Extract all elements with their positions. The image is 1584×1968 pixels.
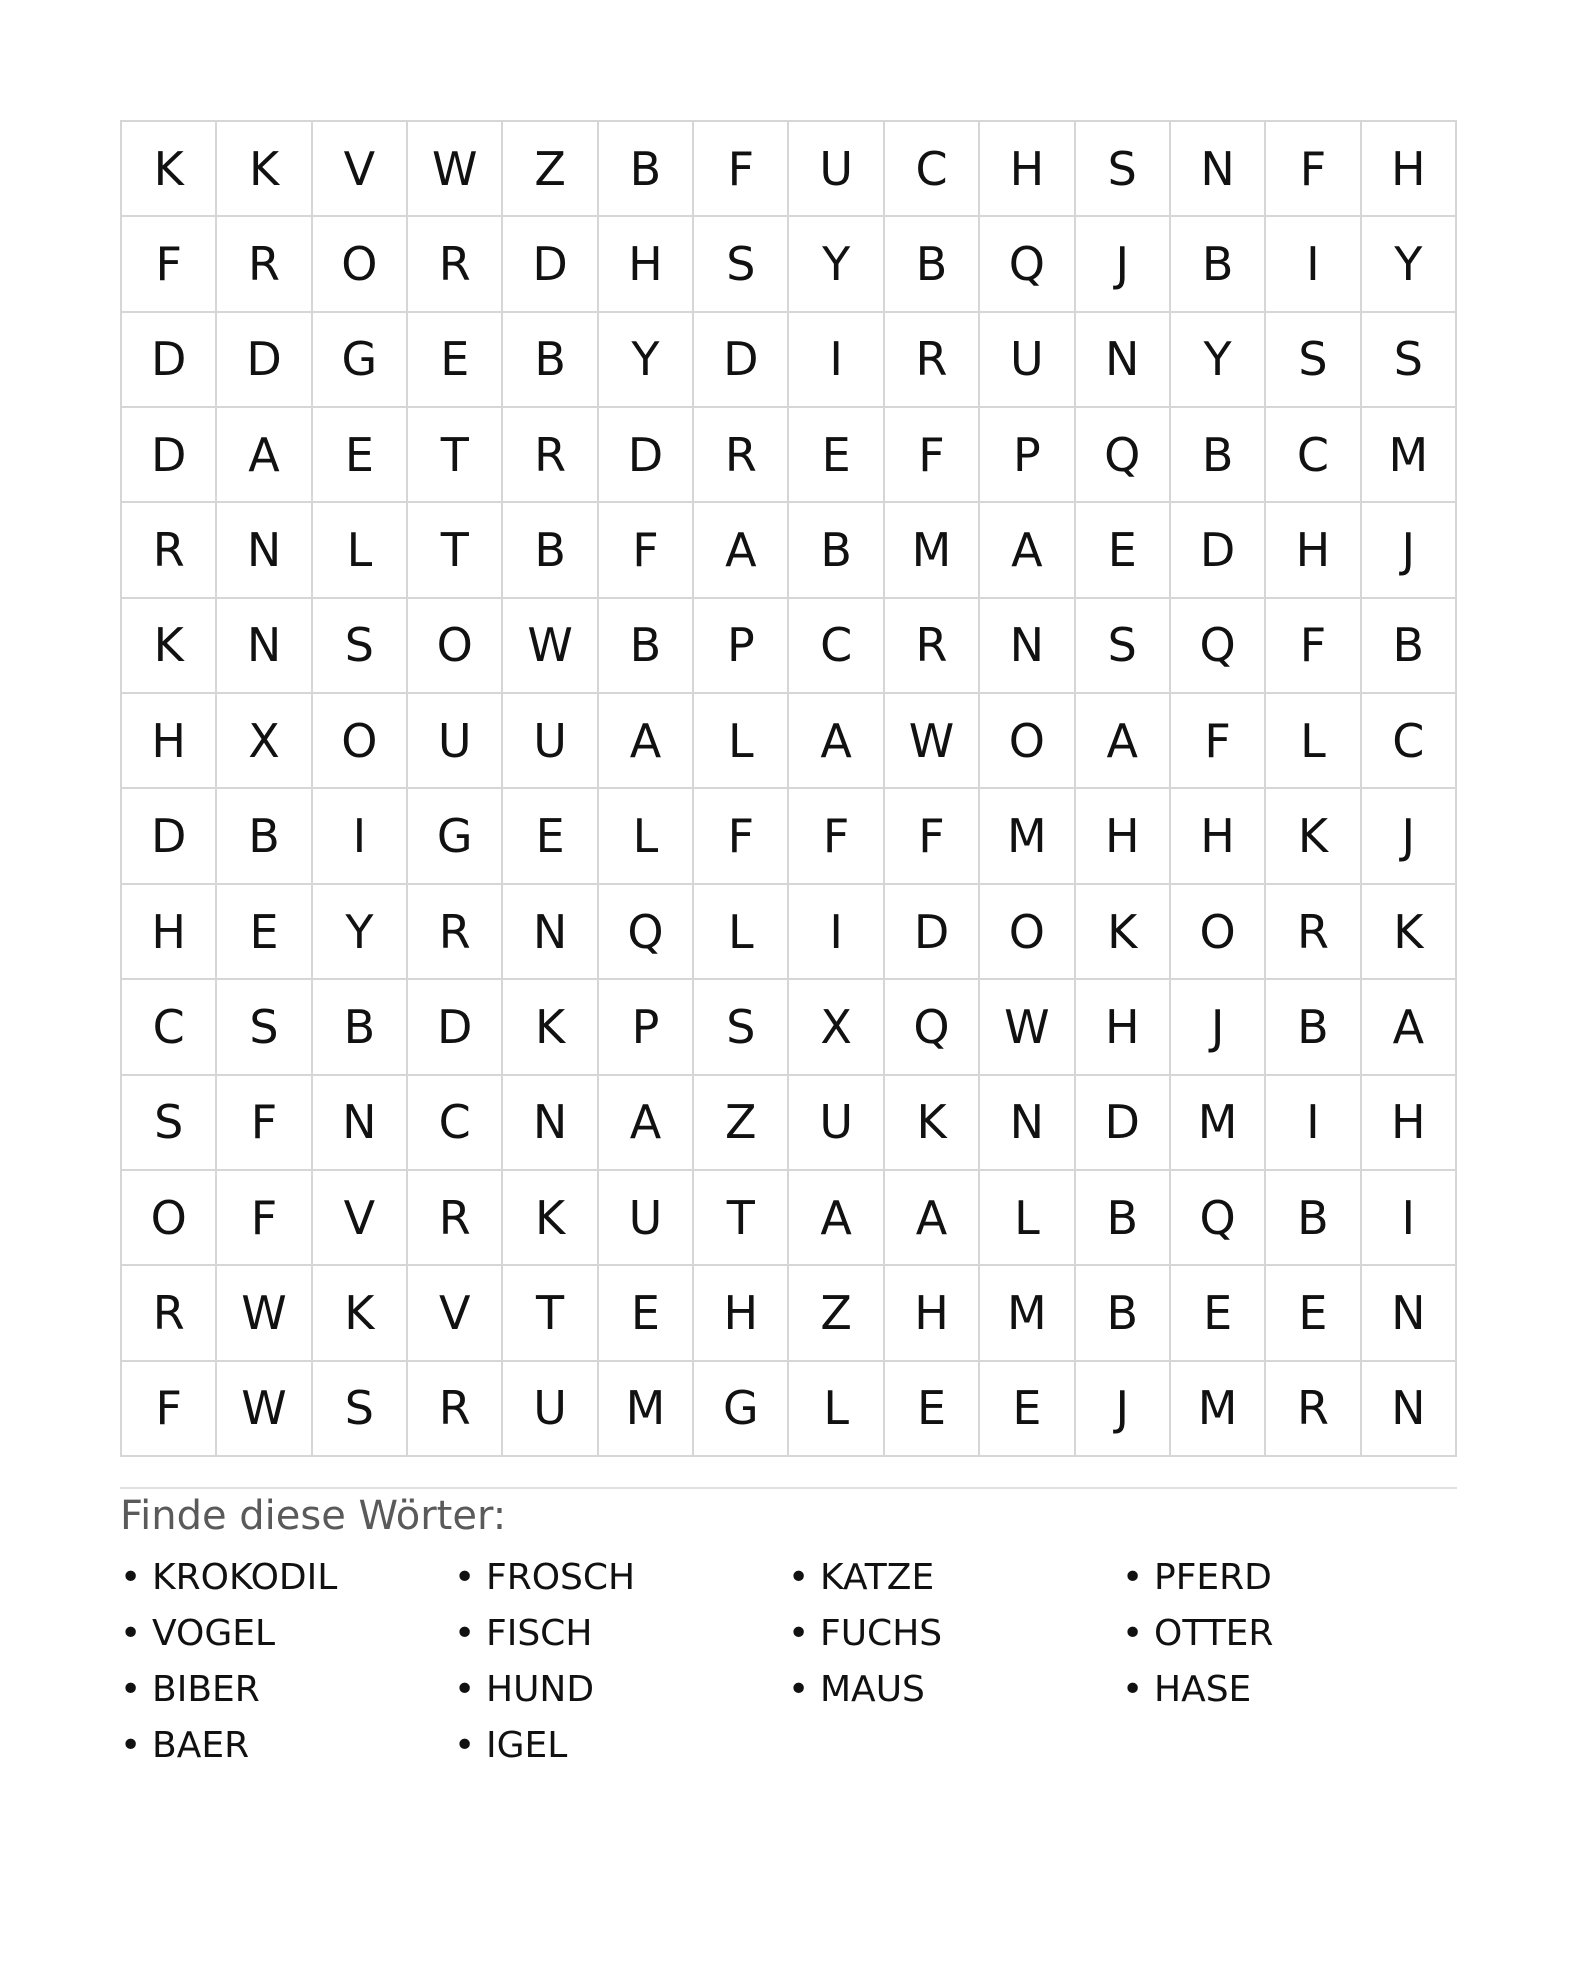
grid-cell-r1-c5[interactable]: Z [503, 122, 598, 217]
bullet-icon: • [788, 1669, 810, 1710]
grid-cell-r3-c3[interactable]: G [313, 313, 408, 408]
grid-cell-r11-c5[interactable]: N [503, 1076, 598, 1171]
bullet-icon: • [1122, 1669, 1144, 1710]
grid-cell-r6-c10[interactable]: N [980, 599, 1075, 694]
grid-cell-r2-c11[interactable]: J [1076, 217, 1171, 312]
grid-cell-r14-c14[interactable]: N [1362, 1362, 1457, 1457]
grid-cell-r13-c14[interactable]: N [1362, 1266, 1457, 1361]
word-item-pferd [1122, 1550, 1456, 1606]
grid-cell-r5-c8[interactable]: B [789, 503, 884, 598]
grid-cell-r7-c9[interactable]: W [885, 694, 980, 789]
word-item-vogel [120, 1606, 454, 1662]
grid-cell-r6-c13[interactable]: F [1266, 599, 1361, 694]
grid-cell-r9-c12[interactable]: O [1171, 885, 1266, 980]
grid-cell-r14-c3[interactable]: S [313, 1362, 408, 1457]
grid-cell-r12-c3[interactable]: V [313, 1171, 408, 1266]
grid-cell-r1-c12[interactable]: N [1171, 122, 1266, 217]
word-list-heading: Finde diese Wörter: [120, 1493, 507, 1539]
grid-cell-r6-c7[interactable]: P [694, 599, 789, 694]
grid-cell-r12-c7[interactable]: T [694, 1171, 789, 1266]
word-label: FUCHS [820, 1613, 943, 1654]
grid-cell-r14-c7[interactable]: G [694, 1362, 789, 1457]
grid-cell-r6-c5[interactable]: W [503, 599, 598, 694]
grid-cell-r2-c12[interactable]: B [1171, 217, 1266, 312]
grid-cell-r5-c14[interactable]: J [1362, 503, 1457, 598]
bullet-icon: • [120, 1669, 142, 1710]
grid-cell-r9-c9[interactable]: D [885, 885, 980, 980]
grid-cell-r13-c10[interactable]: M [980, 1266, 1075, 1361]
grid-cell-r1-c3[interactable]: V [313, 122, 408, 217]
word-label: FROSCH [486, 1557, 636, 1598]
grid-cell-r10-c11[interactable]: H [1076, 980, 1171, 1075]
grid-cell-r9-c1[interactable]: H [122, 885, 217, 980]
grid-cell-r9-c13[interactable]: R [1266, 885, 1361, 980]
grid-cell-r14-c5[interactable]: U [503, 1362, 598, 1457]
grid-cell-r6-c1[interactable]: K [122, 599, 217, 694]
word-search-grid [120, 120, 1457, 1457]
grid-cell-r4-c1[interactable]: D [122, 408, 217, 503]
bullet-icon: • [454, 1557, 476, 1598]
grid-cell-r8-c11[interactable]: H [1076, 789, 1171, 884]
word-item-maus [788, 1662, 1122, 1718]
word-label: MAUS [820, 1669, 925, 1710]
grid-cell-r1-c11[interactable]: S [1076, 122, 1171, 217]
word-item-fuchs [788, 1606, 1122, 1662]
grid-cell-r14-c10[interactable]: E [980, 1362, 1075, 1457]
grid-cell-r13-c4[interactable]: V [408, 1266, 503, 1361]
grid-cell-r2-c7[interactable]: S [694, 217, 789, 312]
grid-cell-r1-c9[interactable]: C [885, 122, 980, 217]
word-label: OTTER [1154, 1613, 1274, 1654]
grid-cell-r3-c8[interactable]: I [789, 313, 884, 408]
grid-cell-r13-c13[interactable]: E [1266, 1266, 1361, 1361]
grid-cell-r10-c10[interactable]: W [980, 980, 1075, 1075]
word-item-frosch [454, 1550, 788, 1606]
grid-cell-r5-c5[interactable]: B [503, 503, 598, 598]
grid-cell-r13-c3[interactable]: K [313, 1266, 408, 1361]
grid-cell-r14-c1[interactable]: F [122, 1362, 217, 1457]
grid-cell-r11-c3[interactable]: N [313, 1076, 408, 1171]
grid-cell-r12-c14[interactable]: I [1362, 1171, 1457, 1266]
word-label: PFERD [1154, 1557, 1272, 1598]
grid-cell-r2-c6[interactable]: H [599, 217, 694, 312]
bullet-icon: • [1122, 1613, 1144, 1654]
grid-cell-r9-c7[interactable]: L [694, 885, 789, 980]
word-label: BIBER [152, 1669, 260, 1710]
bullet-icon: • [120, 1613, 142, 1654]
bullet-icon: • [454, 1669, 476, 1710]
grid-cell-r8-c14[interactable]: J [1362, 789, 1457, 884]
grid-cell-r10-c3[interactable]: B [313, 980, 408, 1075]
grid-cell-r13-c9[interactable]: H [885, 1266, 980, 1361]
grid-cell-r14-c9[interactable]: E [885, 1362, 980, 1457]
grid-cell-r3-c10[interactable]: U [980, 313, 1075, 408]
grid-cell-r7-c5[interactable]: U [503, 694, 598, 789]
grid-cell-r12-c11[interactable]: B [1076, 1171, 1171, 1266]
grid-cell-r13-c5[interactable]: T [503, 1266, 598, 1361]
grid-cell-r6-c3[interactable]: S [313, 599, 408, 694]
grid-cell-r12-c9[interactable]: A [885, 1171, 980, 1266]
grid-cell-r8-c2[interactable]: B [217, 789, 312, 884]
word-label: VOGEL [152, 1613, 276, 1654]
grid-cell-r12-c4[interactable]: R [408, 1171, 503, 1266]
grid-cell-r6-c8[interactable]: C [789, 599, 884, 694]
grid-cell-r10-c14[interactable]: A [1362, 980, 1457, 1075]
grid-cell-r2-c13[interactable]: I [1266, 217, 1361, 312]
word-item-krokodil [120, 1550, 454, 1606]
grid-cell-r6-c12[interactable]: Q [1171, 599, 1266, 694]
grid-cell-r8-c10[interactable]: M [980, 789, 1075, 884]
grid-cell-r2-c1[interactable]: F [122, 217, 217, 312]
grid-cell-r6-c9[interactable]: R [885, 599, 980, 694]
grid-cell-r1-c1[interactable]: K [122, 122, 217, 217]
grid-cell-r9-c11[interactable]: K [1076, 885, 1171, 980]
grid-cell-r3-c9[interactable]: R [885, 313, 980, 408]
grid-cell-r10-c1[interactable]: C [122, 980, 217, 1075]
grid-cell-r5-c3[interactable]: L [313, 503, 408, 598]
grid-cell-r3-c13[interactable]: S [1266, 313, 1361, 408]
grid-cell-r9-c4[interactable]: R [408, 885, 503, 980]
grid-cell-r5-c10[interactable]: A [980, 503, 1075, 598]
grid-cell-r6-c14[interactable]: B [1362, 599, 1457, 694]
grid-cell-r14-c11[interactable]: J [1076, 1362, 1171, 1457]
grid-cell-r5-c9[interactable]: M [885, 503, 980, 598]
word-item-igel [454, 1718, 788, 1774]
grid-cell-r9-c5[interactable]: N [503, 885, 598, 980]
grid-cell-r4-c4[interactable]: T [408, 408, 503, 503]
grid-cell-r2-c8[interactable]: Y [789, 217, 884, 312]
grid-cell-r13-c2[interactable]: W [217, 1266, 312, 1361]
grid-cell-r3-c14[interactable]: S [1362, 313, 1457, 408]
word-label: KROKODIL [152, 1557, 338, 1598]
grid-cell-r1-c10[interactable]: H [980, 122, 1075, 217]
grid-cell-r11-c12[interactable]: M [1171, 1076, 1266, 1171]
word-item-hase [1122, 1662, 1456, 1718]
grid-cell-r12-c5[interactable]: K [503, 1171, 598, 1266]
grid-cell-r12-c6[interactable]: U [599, 1171, 694, 1266]
word-label: HASE [1154, 1669, 1252, 1710]
grid-cell-r8-c4[interactable]: G [408, 789, 503, 884]
word-list [120, 1550, 1457, 1774]
bullet-icon: • [1122, 1557, 1144, 1598]
grid-cell-r11-c7[interactable]: Z [694, 1076, 789, 1171]
grid-cell-r7-c6[interactable]: A [599, 694, 694, 789]
grid-cell-r12-c2[interactable]: F [217, 1171, 312, 1266]
grid-cell-r13-c12[interactable]: E [1171, 1266, 1266, 1361]
grid-cell-r6-c11[interactable]: S [1076, 599, 1171, 694]
grid-cell-r8-c8[interactable]: F [789, 789, 884, 884]
grid-cell-r9-c8[interactable]: I [789, 885, 884, 980]
grid-cell-r5-c12[interactable]: D [1171, 503, 1266, 598]
grid-cell-r2-c4[interactable]: R [408, 217, 503, 312]
grid-cell-r6-c4[interactable]: O [408, 599, 503, 694]
grid-cell-r7-c8[interactable]: A [789, 694, 884, 789]
grid-cell-r14-c12[interactable]: M [1171, 1362, 1266, 1457]
grid-cell-r7-c3[interactable]: O [313, 694, 408, 789]
bullet-icon: • [788, 1557, 810, 1598]
grid-cell-r13-c7[interactable]: H [694, 1266, 789, 1361]
grid-cell-r4-c3[interactable]: E [313, 408, 408, 503]
grid-cell-r11-c10[interactable]: N [980, 1076, 1075, 1171]
grid-cell-r4-c13[interactable]: C [1266, 408, 1361, 503]
grid-cell-r11-c4[interactable]: C [408, 1076, 503, 1171]
grid-cell-r4-c2[interactable]: A [217, 408, 312, 503]
grid-cell-r11-c13[interactable]: I [1266, 1076, 1361, 1171]
grid-cell-r10-c9[interactable]: Q [885, 980, 980, 1075]
grid-cell-r4-c8[interactable]: E [789, 408, 884, 503]
grid-cell-r11-c2[interactable]: F [217, 1076, 312, 1171]
grid-cell-r8-c1[interactable]: D [122, 789, 217, 884]
grid-cell-r10-c2[interactable]: S [217, 980, 312, 1075]
bullet-icon: • [120, 1557, 142, 1598]
grid-cell-r4-c11[interactable]: Q [1076, 408, 1171, 503]
grid-cell-r1-c6[interactable]: B [599, 122, 694, 217]
grid-cell-r8-c13[interactable]: K [1266, 789, 1361, 884]
grid-cell-r3-c5[interactable]: B [503, 313, 598, 408]
grid-cell-r10-c8[interactable]: X [789, 980, 884, 1075]
word-item-katze [788, 1550, 1122, 1606]
grid-cell-r11-c11[interactable]: D [1076, 1076, 1171, 1171]
grid-cell-r5-c7[interactable]: A [694, 503, 789, 598]
bullet-icon: • [454, 1613, 476, 1654]
grid-cell-r1-c4[interactable]: W [408, 122, 503, 217]
grid-cell-r9-c14[interactable]: K [1362, 885, 1457, 980]
grid-cell-r5-c2[interactable]: N [217, 503, 312, 598]
grid-cell-r3-c11[interactable]: N [1076, 313, 1171, 408]
grid-cell-r10-c6[interactable]: P [599, 980, 694, 1075]
grid-cell-r7-c14[interactable]: C [1362, 694, 1457, 789]
grid-cell-r8-c6[interactable]: L [599, 789, 694, 884]
grid-cell-r3-c1[interactable]: D [122, 313, 217, 408]
grid-cell-r11-c14[interactable]: H [1362, 1076, 1457, 1171]
word-label: KATZE [820, 1557, 935, 1598]
grid-cell-r7-c10[interactable]: O [980, 694, 1075, 789]
word-item-biber [120, 1662, 454, 1718]
grid-cell-r12-c12[interactable]: Q [1171, 1171, 1266, 1266]
grid-cell-r3-c7[interactable]: D [694, 313, 789, 408]
grid-cell-r14-c13[interactable]: R [1266, 1362, 1361, 1457]
grid-cell-r2-c14[interactable]: Y [1362, 217, 1457, 312]
grid-cell-r7-c12[interactable]: F [1171, 694, 1266, 789]
grid-cell-r1-c14[interactable]: H [1362, 122, 1457, 217]
word-item-fisch [454, 1606, 788, 1662]
grid-cell-r10-c5[interactable]: K [503, 980, 598, 1075]
grid-cell-r4-c5[interactable]: R [503, 408, 598, 503]
grid-cell-r8-c9[interactable]: F [885, 789, 980, 884]
word-item-otter [1122, 1606, 1456, 1662]
word-item-baer [120, 1718, 454, 1774]
grid-cell-r10-c13[interactable]: B [1266, 980, 1361, 1075]
grid-cell-r7-c11[interactable]: A [1076, 694, 1171, 789]
grid-cell-r1-c8[interactable]: U [789, 122, 884, 217]
grid-cell-r4-c7[interactable]: R [694, 408, 789, 503]
grid-cell-r9-c10[interactable]: O [980, 885, 1075, 980]
grid-cell-r4-c14[interactable]: M [1362, 408, 1457, 503]
grid-cell-r5-c11[interactable]: E [1076, 503, 1171, 598]
grid-cell-r5-c4[interactable]: T [408, 503, 503, 598]
grid-cell-r4-c10[interactable]: P [980, 408, 1075, 503]
grid-cell-r13-c11[interactable]: B [1076, 1266, 1171, 1361]
grid-cell-r13-c8[interactable]: Z [789, 1266, 884, 1361]
grid-cell-r1-c13[interactable]: F [1266, 122, 1361, 217]
grid-cell-r9-c6[interactable]: Q [599, 885, 694, 980]
grid-cell-r11-c6[interactable]: A [599, 1076, 694, 1171]
grid-cell-r9-c2[interactable]: E [217, 885, 312, 980]
grid-cell-r7-c13[interactable]: L [1266, 694, 1361, 789]
grid-cell-r12-c8[interactable]: A [789, 1171, 884, 1266]
word-label: HUND [486, 1669, 595, 1710]
grid-cell-r8-c12[interactable]: H [1171, 789, 1266, 884]
grid-cell-r9-c3[interactable]: Y [313, 885, 408, 980]
grid-cell-r14-c2[interactable]: W [217, 1362, 312, 1457]
grid-cell-r12-c13[interactable]: B [1266, 1171, 1361, 1266]
grid-cell-r13-c1[interactable]: R [122, 1266, 217, 1361]
grid-cell-r10-c12[interactable]: J [1171, 980, 1266, 1075]
grid-cell-r3-c12[interactable]: Y [1171, 313, 1266, 408]
grid-cell-r4-c6[interactable]: D [599, 408, 694, 503]
grid-cell-r10-c7[interactable]: S [694, 980, 789, 1075]
grid-cell-r7-c2[interactable]: X [217, 694, 312, 789]
bullet-icon: • [788, 1613, 810, 1654]
grid-cell-r14-c6[interactable]: M [599, 1362, 694, 1457]
grid-cell-r8-c5[interactable]: E [503, 789, 598, 884]
bullet-icon: • [454, 1725, 476, 1766]
grid-cell-r11-c8[interactable]: U [789, 1076, 884, 1171]
grid-cell-r5-c6[interactable]: F [599, 503, 694, 598]
grid-cell-r8-c7[interactable]: F [694, 789, 789, 884]
word-label: BAER [152, 1725, 250, 1766]
grid-cell-r6-c6[interactable]: B [599, 599, 694, 694]
grid-cell-r5-c13[interactable]: H [1266, 503, 1361, 598]
grid-cell-r4-c9[interactable]: F [885, 408, 980, 503]
grid-cell-r2-c9[interactable]: B [885, 217, 980, 312]
bullet-icon: • [120, 1725, 142, 1766]
grid-cell-r14-c8[interactable]: L [789, 1362, 884, 1457]
grid-cell-r2-c10[interactable]: Q [980, 217, 1075, 312]
grid-cell-r7-c1[interactable]: H [122, 694, 217, 789]
grid-cell-r2-c5[interactable]: D [503, 217, 598, 312]
word-label: FISCH [486, 1613, 593, 1654]
grid-cell-r12-c10[interactable]: L [980, 1171, 1075, 1266]
grid-cell-r1-c7[interactable]: F [694, 122, 789, 217]
grid-cell-r6-c2[interactable]: N [217, 599, 312, 694]
word-label: IGEL [486, 1725, 568, 1766]
grid-cell-r4-c12[interactable]: B [1171, 408, 1266, 503]
grid-cell-r14-c4[interactable]: R [408, 1362, 503, 1457]
grid-cell-r11-c1[interactable]: S [122, 1076, 217, 1171]
word-item-hund [454, 1662, 788, 1718]
grid-cell-r2-c2[interactable]: R [217, 217, 312, 312]
grid-cell-r1-c2[interactable]: K [217, 122, 312, 217]
grid-cell-r3-c2[interactable]: D [217, 313, 312, 408]
grid-cell-r11-c9[interactable]: K [885, 1076, 980, 1171]
grid-cell-r5-c1[interactable]: R [122, 503, 217, 598]
grid-cell-r13-c6[interactable]: E [599, 1266, 694, 1361]
grid-cell-r7-c4[interactable]: U [408, 694, 503, 789]
grid-cell-r7-c7[interactable]: L [694, 694, 789, 789]
grid-cell-r8-c3[interactable]: I [313, 789, 408, 884]
grid-cell-r2-c3[interactable]: O [313, 217, 408, 312]
grid-cell-r12-c1[interactable]: O [122, 1171, 217, 1266]
grid-cell-r10-c4[interactable]: D [408, 980, 503, 1075]
grid-cell-r3-c6[interactable]: Y [599, 313, 694, 408]
grid-cell-r3-c4[interactable]: E [408, 313, 503, 408]
